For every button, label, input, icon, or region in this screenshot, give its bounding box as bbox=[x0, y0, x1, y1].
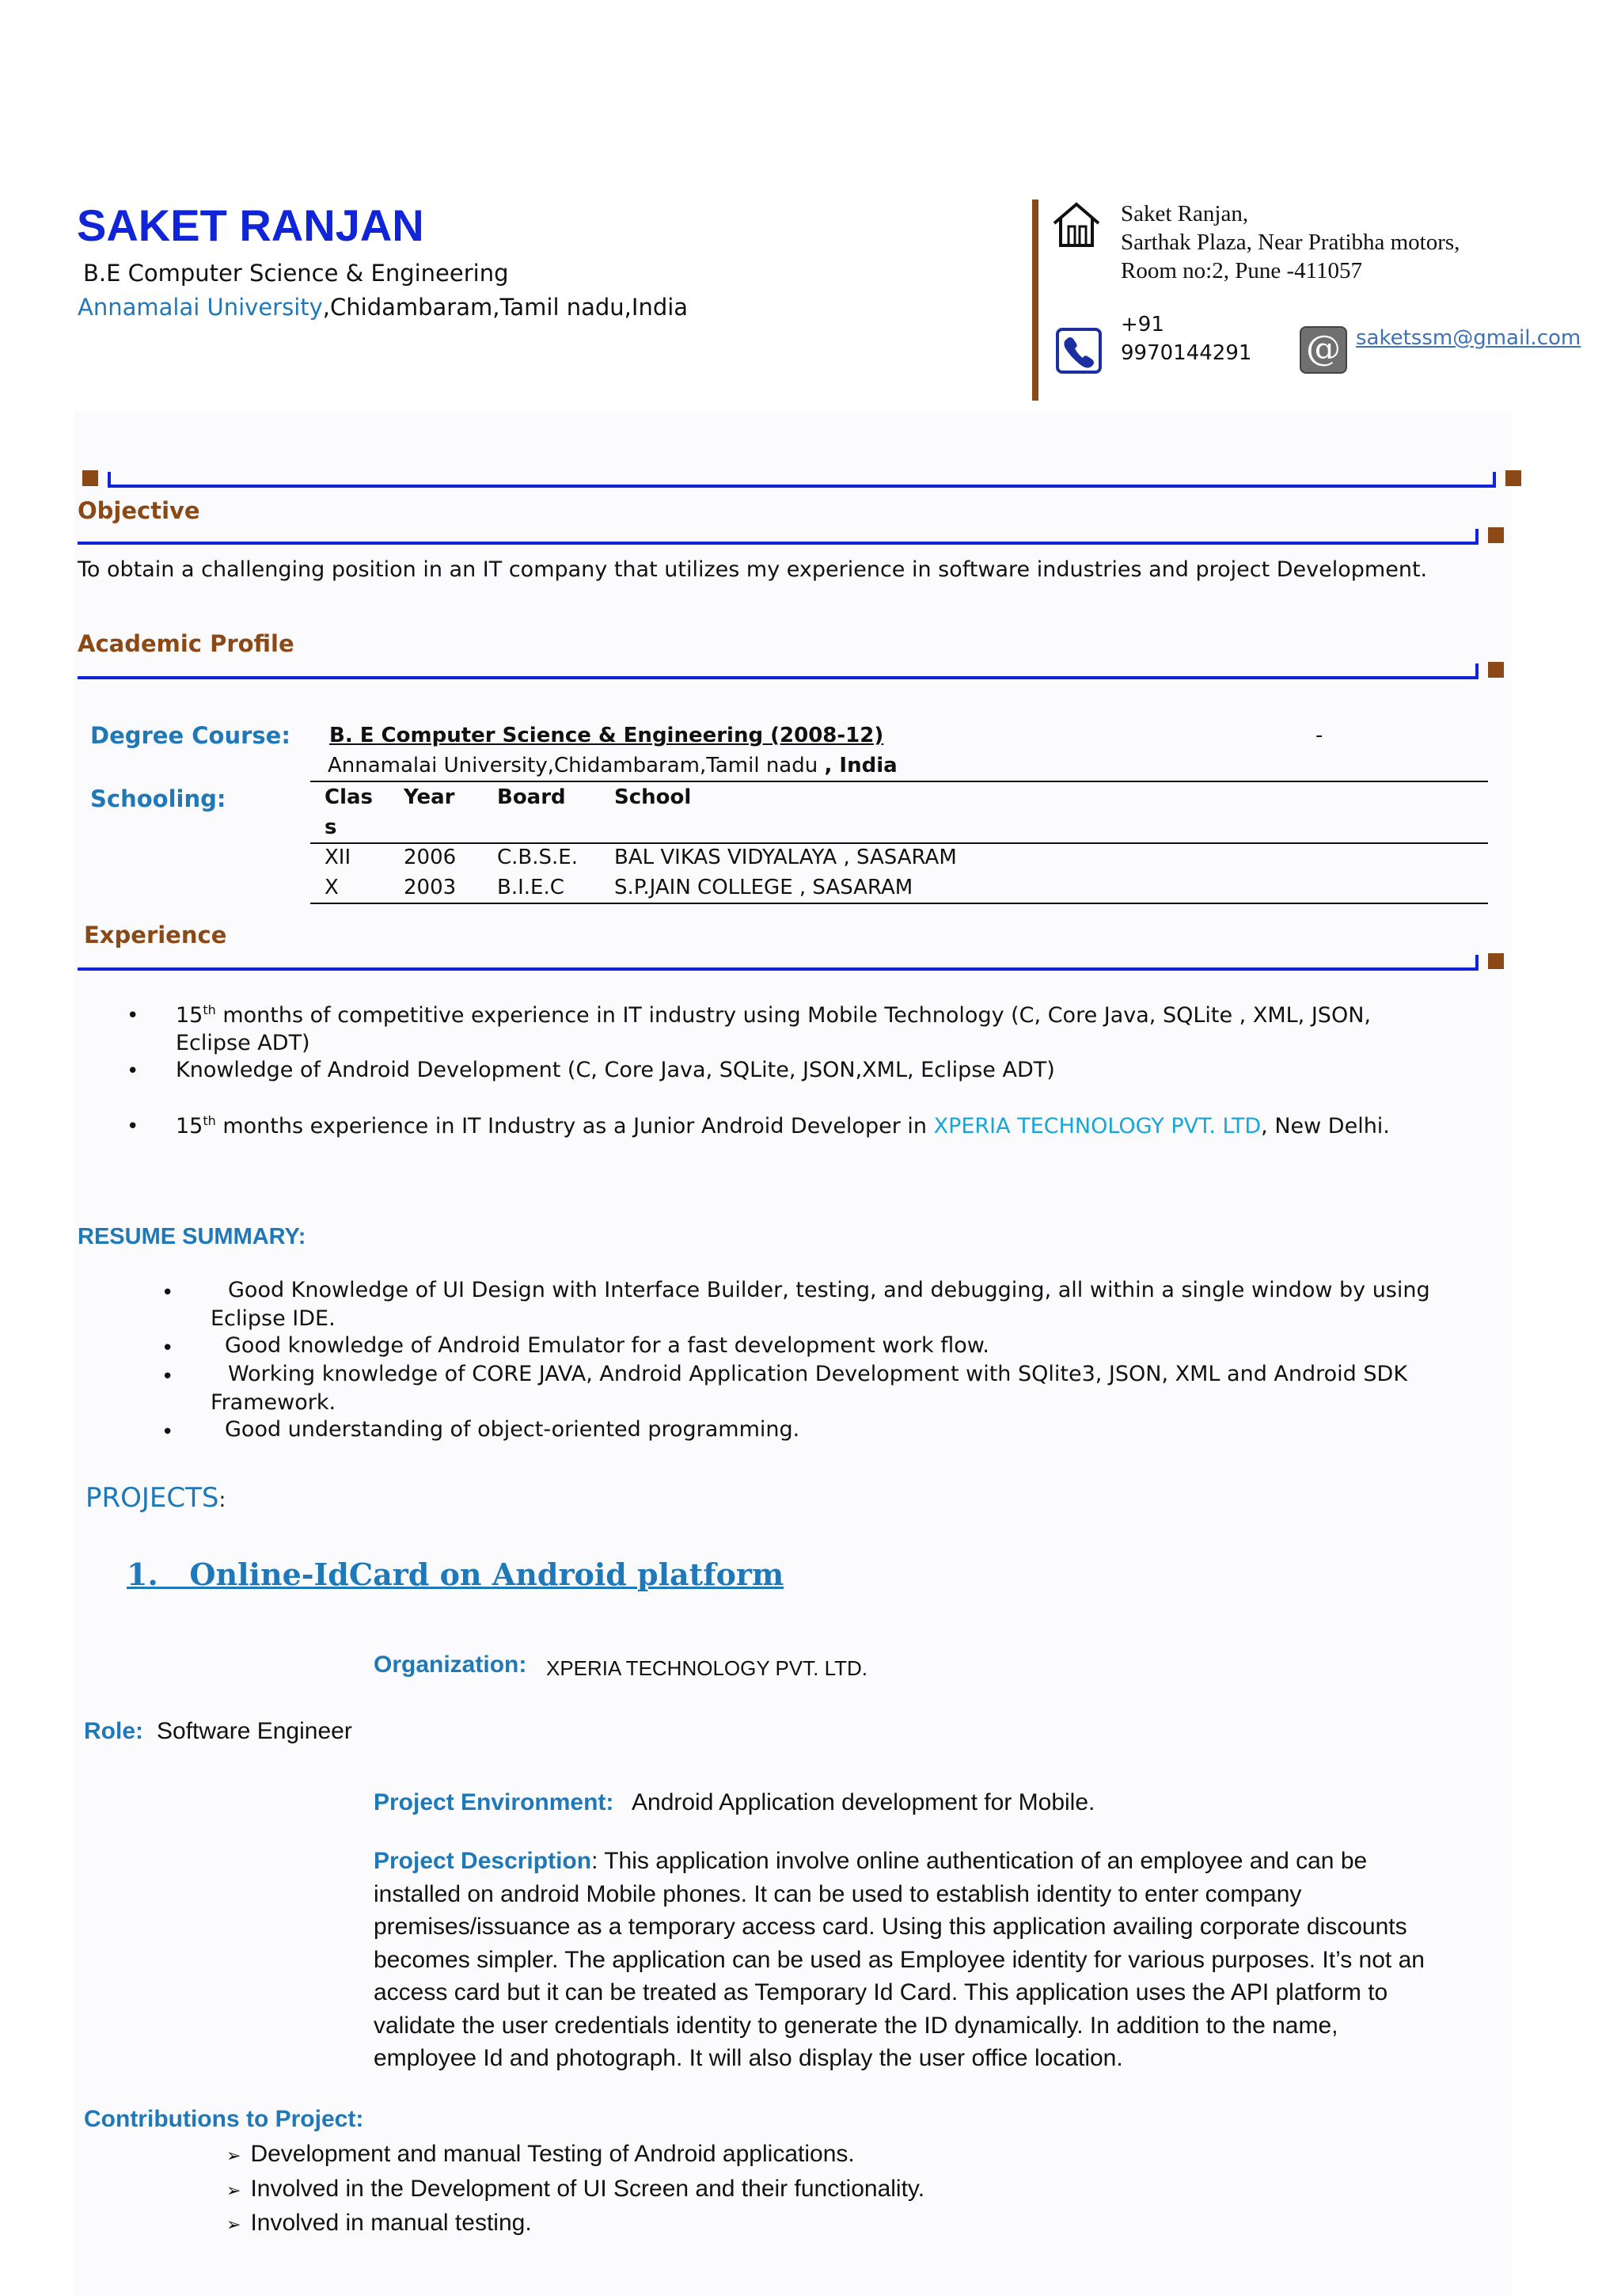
address-line: Room no:2, Pune -411057 bbox=[1121, 258, 1363, 283]
column-header-school: School bbox=[614, 785, 692, 809]
table-cell: BAL VIKAS VIDYALAYA , SASARAM bbox=[614, 846, 957, 869]
environment-label: Project Environment: bbox=[374, 1789, 614, 1815]
table-cell: B.I.E.C bbox=[497, 876, 564, 899]
university-location: ,Chidambaram,Tamil nadu,India bbox=[322, 294, 689, 321]
phone-icon bbox=[1056, 328, 1102, 374]
table-cell: C.B.S.E. bbox=[497, 846, 578, 869]
academic-heading: Academic Profile bbox=[78, 630, 294, 657]
table-cell: XII bbox=[325, 846, 351, 869]
description-line: access card but it can be treated as Temporary Id Card. This application uses the API platform to bbox=[374, 1979, 1388, 2005]
arrow-bullet-icon: ➢ bbox=[226, 2146, 241, 2165]
table-cell: 2006 bbox=[404, 846, 457, 869]
rule-square bbox=[1488, 953, 1504, 969]
address-line: Sarthak Plaza, Near Pratibha motors, bbox=[1121, 230, 1460, 255]
degree-label: Degree Course: bbox=[90, 722, 290, 749]
bullet-icon: • bbox=[127, 1004, 139, 1028]
table-rule bbox=[310, 903, 1488, 904]
experience-text: months experience in IT Industry as a Junior Android Developer in bbox=[215, 1114, 934, 1138]
rule-tick bbox=[1475, 529, 1479, 545]
project-description bbox=[374, 1845, 1498, 2075]
description-line: validate the user credentials identity to generate the ID dynamically. In addition to the name, bbox=[374, 2012, 1338, 2039]
degree-title: B. E Computer Science & Engineering (2008-12) bbox=[329, 724, 884, 747]
column-header-class: Clas bbox=[325, 785, 374, 809]
summary-item: Good Knowledge of UI Design with Interface Builder, testing, and debugging, all within a single window by using bbox=[228, 1278, 1430, 1302]
section-rule bbox=[78, 967, 1479, 971]
ordinal-suffix: th bbox=[203, 1002, 216, 1017]
section-rule bbox=[78, 542, 1479, 545]
objective-heading: Objective bbox=[78, 497, 200, 524]
description-line: becomes simpler. The application can be used as Employee identity for various purposes. It’s not an bbox=[374, 1946, 1425, 1973]
experience-item bbox=[176, 1002, 1371, 1028]
section-rule bbox=[78, 676, 1479, 679]
ordinal-suffix: th bbox=[203, 1113, 216, 1128]
rule-tick bbox=[108, 472, 111, 488]
bullet-icon: • bbox=[161, 1336, 174, 1360]
experience-number: 15 bbox=[176, 1114, 203, 1138]
description-line bbox=[374, 1845, 1498, 1878]
organization-label: Organization: bbox=[374, 1652, 527, 1678]
header-divider bbox=[1032, 200, 1038, 401]
table-rule bbox=[310, 842, 1488, 844]
house-icon bbox=[1051, 200, 1102, 250]
environment-value: Android Application development for Mobile. bbox=[632, 1789, 1095, 1815]
arrow-bullet-icon: ➢ bbox=[226, 2214, 241, 2234]
experience-item: Knowledge of Android Development (C, Core Java, SQLite, JSON,XML, Eclipse ADT) bbox=[176, 1058, 1055, 1082]
rule-tick bbox=[1493, 472, 1496, 488]
phone-digits: 9970144291 bbox=[1121, 341, 1252, 365]
projects-heading bbox=[85, 1482, 226, 1514]
experience-location: , New Delhi. bbox=[1261, 1114, 1390, 1138]
corner-square bbox=[1505, 470, 1521, 486]
candidate-degree: B.E Computer Science & Engineering bbox=[83, 260, 509, 287]
contributions-list bbox=[226, 2138, 924, 2241]
experience-item-cont: Eclipse ADT) bbox=[176, 1031, 310, 1055]
summary-item-cont: Eclipse IDE. bbox=[211, 1306, 336, 1331]
summary-heading bbox=[78, 1224, 306, 1250]
corner-square bbox=[82, 470, 98, 486]
rule-square bbox=[1488, 527, 1504, 543]
contribution-item bbox=[226, 2172, 924, 2207]
table-cell: X bbox=[325, 876, 339, 899]
rule-tick bbox=[1475, 955, 1479, 971]
objective-text: To obtain a challenging position in an IT company that utilizes my experience in software industries and project Development. bbox=[78, 557, 1428, 582]
role-value: Software Engineer bbox=[157, 1718, 352, 1744]
contribution-text: Development and manual Testing of Android applications. bbox=[250, 2141, 855, 2167]
summary-item: Good understanding of object-oriented programming. bbox=[225, 1417, 800, 1442]
bullet-icon: • bbox=[161, 1365, 174, 1389]
arrow-bullet-icon: ➢ bbox=[226, 2180, 241, 2200]
degree-university-name: Annamalai University,Chidambaram,Tamil nadu bbox=[328, 754, 825, 777]
email-link[interactable]: saketssm@gmail.com bbox=[1356, 326, 1581, 350]
experience-heading: Experience bbox=[84, 922, 227, 948]
table-cell: S.P.JAIN COLLEGE , SASARAM bbox=[614, 876, 913, 899]
projects-heading-text: PROJECTS bbox=[85, 1482, 219, 1514]
at-sign-icon: @ bbox=[1300, 326, 1347, 374]
summary-heading-text: RESUME SUMMARY bbox=[78, 1224, 298, 1249]
degree-university bbox=[328, 754, 898, 777]
column-header-year: Year bbox=[404, 785, 455, 809]
summary-heading-colon: : bbox=[298, 1224, 306, 1249]
contributions-label: Contributions to Project: bbox=[84, 2106, 364, 2132]
summary-item: Good knowledge of Android Emulator for a fast development work flow. bbox=[225, 1333, 989, 1358]
rule-tick bbox=[1475, 663, 1479, 679]
contribution-item bbox=[226, 2207, 924, 2241]
degree-country: , India bbox=[824, 754, 898, 777]
degree-dash: - bbox=[1315, 724, 1323, 747]
bullet-icon: • bbox=[127, 1115, 139, 1138]
company-name: XPERIA TECHNOLOGY PVT. LTD bbox=[933, 1114, 1262, 1138]
column-header-class-wrap: s bbox=[325, 815, 337, 839]
bullet-icon: • bbox=[127, 1059, 139, 1083]
phone-country-code: +91 bbox=[1121, 313, 1164, 336]
experience-text: months of competitive experience in IT industry using Mobile Technology (C, Core Java, SQLite , XML, JSON, bbox=[215, 1003, 1371, 1028]
bullet-icon: • bbox=[161, 1420, 174, 1444]
summary-item: Working knowledge of CORE JAVA, Android Application Development with SQlite3, JSON, XML and Android SDK bbox=[228, 1362, 1408, 1386]
rule-square bbox=[1488, 662, 1504, 678]
projects-heading-colon: : bbox=[218, 1488, 226, 1512]
organization-value: XPERIA TECHNOLOGY PVT. LTD. bbox=[546, 1656, 868, 1680]
summary-item-cont: Framework. bbox=[211, 1390, 336, 1415]
bullet-icon: • bbox=[161, 1281, 174, 1305]
schooling-label: Schooling: bbox=[90, 785, 226, 812]
university-name: Annamalai University bbox=[78, 294, 323, 321]
section-rule bbox=[108, 485, 1494, 488]
project-title: 1. Online-IdCard on Android platform bbox=[127, 1557, 784, 1592]
phone-number bbox=[1121, 310, 1251, 367]
contribution-text: Involved in the Development of UI Screen and their functionality. bbox=[250, 2175, 925, 2202]
experience-number: 15 bbox=[176, 1003, 203, 1028]
description-line: premises/issuance as a temporary access card. Using this application availing corporate discounts bbox=[374, 1914, 1407, 1940]
description-line: installed on android Mobile phones. It can be used to establish identity to enter company bbox=[374, 1880, 1302, 1907]
description-label: Project Description bbox=[374, 1848, 592, 1874]
role-label: Role: bbox=[84, 1718, 143, 1744]
candidate-university bbox=[78, 294, 688, 321]
address-line: Saket Ranjan, bbox=[1121, 201, 1249, 226]
postal-address bbox=[1121, 200, 1460, 285]
experience-item bbox=[176, 1113, 1390, 1138]
contribution-item bbox=[226, 2138, 924, 2172]
candidate-name: SAKET RANJAN bbox=[77, 200, 424, 250]
description-text: : This application involve online authentication of an employee and can be bbox=[591, 1848, 1368, 1874]
description-line: employee Id and photograph. It will also display the user office location. bbox=[374, 2045, 1123, 2071]
table-cell: 2003 bbox=[404, 876, 457, 899]
column-header-board: Board bbox=[497, 785, 566, 809]
table-rule bbox=[310, 781, 1488, 782]
contribution-text: Involved in manual testing. bbox=[250, 2210, 532, 2236]
